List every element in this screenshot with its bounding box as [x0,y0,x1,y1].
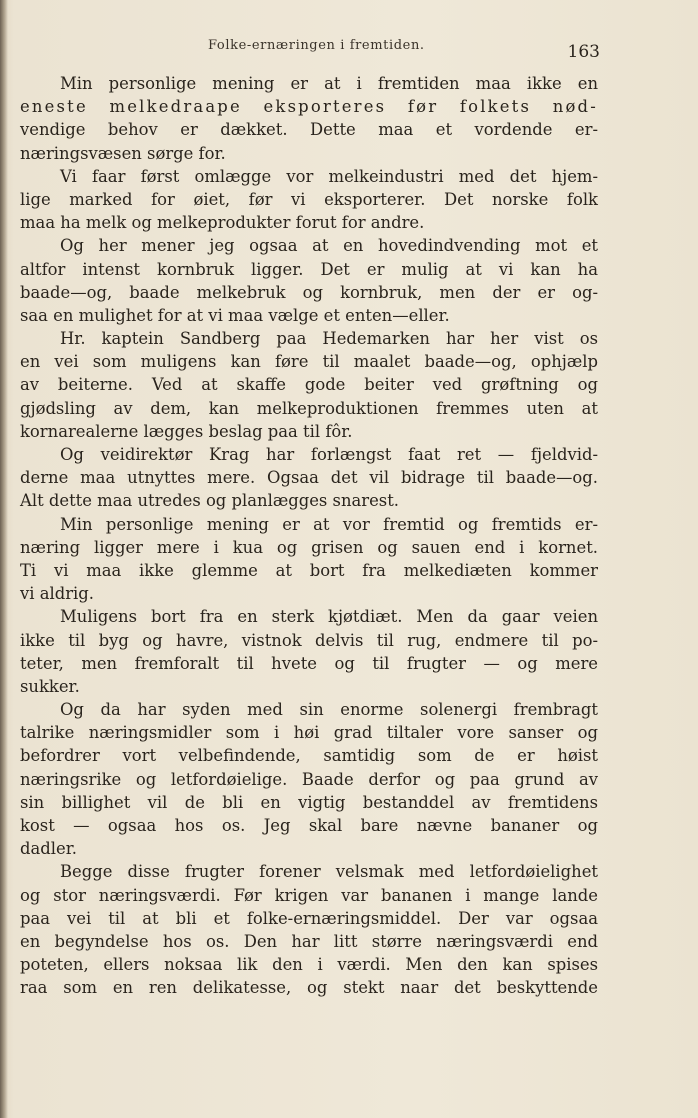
text-line: Begge disse frugter forener velsmak med letfordøielighet [60,862,598,882]
page-header [20,36,600,62]
text-line: ikke til byg og havre, vistnok delvis til rug, endmere til po- [20,630,598,650]
text-line: Min personlige mening er at vor fremtid og fremtids er- [60,514,598,534]
text-line: talrike næringsmidler som i høi grad tiltaler vore sanser og [20,723,598,743]
text-line: Alt dette maa utredes og planlægges snarest. [20,491,400,511]
text-line: Ti vi maa ikke glemme at bort fra melkediæten kommer [20,560,598,580]
text-line: av beiterne. Ved at skaffe gode beiter ved grøftning og [20,375,598,395]
text-line: befordrer vort velbefindende, samtidig som de er høist [20,746,598,766]
text-line: saa en mulighet for at vi maa vælge et enten—eller. [20,305,450,325]
text-line: poteten, ellers noksaa lik den i værdi. Men den kan spises [20,955,598,975]
text-line: sukker. [20,676,80,696]
text-line: næring ligger mere i kua og grisen og sauen end i kornet. [20,537,598,557]
text-line: raa som en ren delikatesse, og stekt naar det beskyttende [20,978,598,998]
text-line: næringsvæsen sørge for. [20,143,226,163]
text-line: Muligens bort fra en sterk kjøtdiæt. Men da gaar veien [60,607,598,627]
text-line: Vi faar først omlægge vor melkeindustri med det hjem- [60,166,598,186]
text-line: kost — ogsaa hos os. Jeg skal bare nævne bananer og [20,816,598,835]
running-head: Folke-ernæringen i fremtiden. [208,38,425,53]
page-spine-edge [0,0,8,1118]
text-line: vendige behov er dækket. Dette maa et vordende er- [20,120,598,140]
text-line: kornarealerne lægges beslag paa til fôr. [20,421,353,441]
text-line: eneste melkedraape eksporteres før folkets nød- [20,97,598,117]
text-line: Og da har syden med sin enorme solenergi frembragt [60,700,598,720]
text-line: Hr. kaptein Sandberg paa Hedemarken har her vist os [60,329,598,349]
text-line: lige marked for øiet, før vi eksporterer. Det norske folk [20,189,598,209]
text-line: paa vei til at bli et folke-ernæringsmiddel. Der var ogsaa [20,908,598,928]
body-text [20,72,598,1000]
text-line: og stor næringsværdi. Før krigen var bananen i mange lande [20,885,598,905]
text-line: Og veidirektør Krag har forlængst faat ret — fjeldvid- [60,445,598,464]
text-line: maa ha melk og melkeprodukter forut for andre. [20,213,425,233]
text-line: baade—og, baade melkebruk og kornbruk, men der er og- [20,282,598,302]
text-line: teter, men fremforalt til hvete og til frugter — og mere [20,653,598,673]
text-line: gjødsling av dem, kan melkeproduktionen fremmes uten at [20,398,598,418]
text-line: altfor intenst kornbruk ligger. Det er mulig at vi kan ha [20,259,598,279]
text-line: vi aldrig. [20,584,94,604]
text-line: Og her mener jeg ogsaa at en hovedindvending mot et [60,236,598,256]
text-line: en vei som muligens kan føre til maalet baade—og, ophjælp [20,352,598,372]
text-line: derne maa utnyttes mere. Ogsaa det vil bidrage til baade—og. [20,468,598,488]
page-number: 163 [567,42,600,62]
text-line: sin billighet vil de bli en vigtig bestanddel av fremtidens [20,792,598,812]
text-line: næringsrike og letfordøielige. Baade derfor og paa grund av [20,769,598,789]
text-line: dadler. [20,839,77,859]
text-line: en begyndelse hos os. Den har litt større næringsværdi end [20,931,598,951]
text-line: Min personlige mening er at i fremtiden maa ikke en [60,74,598,93]
